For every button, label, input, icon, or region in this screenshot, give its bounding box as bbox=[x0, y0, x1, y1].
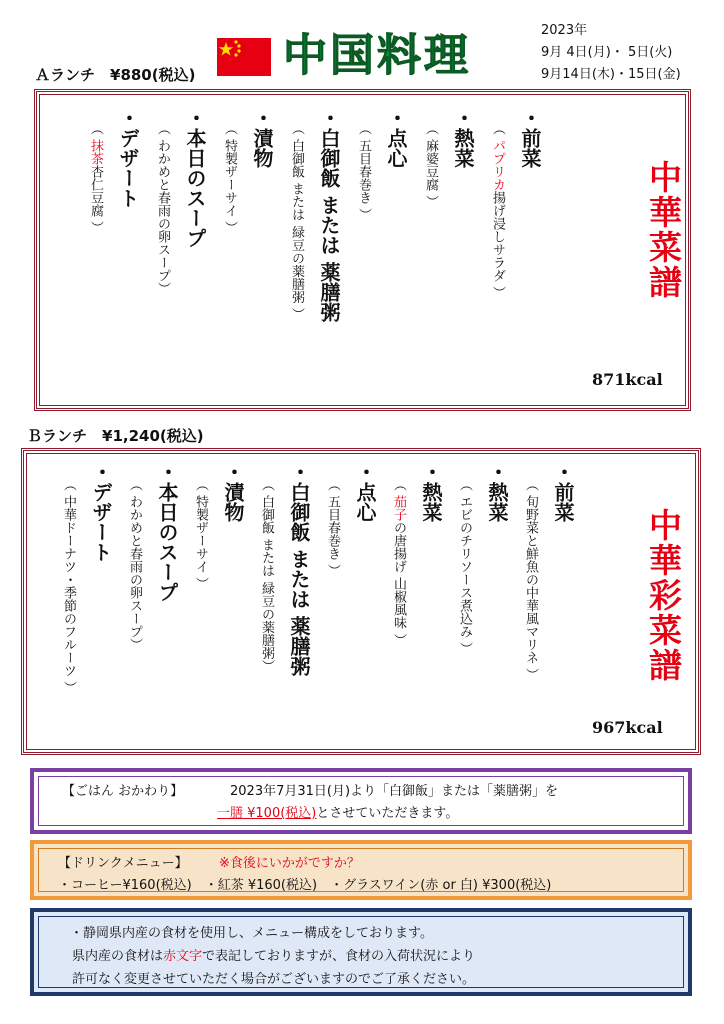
drink-menu-recommend: ※食後にいかがですか？ bbox=[219, 856, 360, 871]
rice-refill-notice bbox=[30, 768, 692, 834]
lunch-b-item-name: ・デザート bbox=[89, 462, 113, 562]
lunch-a-item-name: ・本日のスープ bbox=[183, 108, 207, 248]
lunch-b-item-name: ・漬物 bbox=[221, 462, 245, 522]
lunch-b-item-name: ・点心 bbox=[353, 462, 377, 522]
rice-refill-heading: 【ごはん おかわり】 bbox=[62, 784, 184, 799]
drink-menu-heading: 【ドリンクメニュー】 bbox=[58, 856, 188, 871]
drink-menu-items: ・コーヒー¥160(税込) ・紅茶 ¥160(税込) ・グラスワイン(赤 or 白) ¥300(税込) bbox=[58, 878, 552, 893]
lunch-b-item-name: ・本日のスープ bbox=[155, 462, 179, 602]
lunch-a-item-description: （ わかめと春雨の卵スープ） bbox=[155, 122, 170, 296]
lunch-b-item-description: （ 特製ザーサイ ） bbox=[193, 478, 208, 591]
lunch-b-item-description: （ 五目春巻き ） bbox=[325, 478, 340, 578]
lunch-a-item-name: ・デザート bbox=[116, 108, 140, 208]
lunch-b-item-name: ・前菜 bbox=[551, 462, 575, 522]
lunch-a-item-name: ・点心 bbox=[384, 108, 408, 168]
lunch-a-item-description: （ 白御飯 または 緑豆の薬膳粥 ） bbox=[289, 122, 304, 321]
page-title: 中国料理 bbox=[283, 30, 471, 81]
lunch-b-menu-name: 中華彩菜譜 bbox=[644, 508, 683, 683]
lunch-a-item-name: ・漬物 bbox=[250, 108, 274, 168]
lunch-b-kcal: 967kcal bbox=[592, 718, 663, 737]
lunch-b-item-description: （ 茄子の唐揚げ 山椒風味 ） bbox=[391, 478, 406, 647]
lunch-b-item-description: （ 旬野菜と鮮魚の中華風マリネ ） bbox=[523, 478, 538, 682]
event-dates: 2023年 9月 4日(月)・ 5日(火) 9月14日(木)・15日(金) bbox=[541, 23, 681, 82]
lunch-a-item-description: （ 特製ザーサイ ） bbox=[222, 122, 237, 235]
lunch-a-label: Ａランチ ¥880(税込) bbox=[35, 66, 196, 84]
lunch-b-label: Ｂランチ ¥1,240(税込) bbox=[27, 427, 204, 445]
lunch-b-item-name: ・熱菜 bbox=[485, 462, 509, 522]
lunch-b-item-description: （ わかめと春雨の卵スープ） bbox=[127, 478, 142, 652]
ingredient-info-notice bbox=[30, 908, 692, 996]
info-line2: 県内産の食材は赤文字で表記しておりますが、食材の入荷状況により bbox=[72, 949, 476, 964]
lunch-b-item-name: ・白御飯 または 薬膳粥 bbox=[287, 462, 311, 676]
lunch-b-item-name: ・熱菜 bbox=[419, 462, 443, 522]
lunch-a-item-name: ・前菜 bbox=[518, 108, 542, 168]
lunch-b-item-description: （ エビのチリソース煮込み ） bbox=[457, 478, 472, 656]
rice-refill-line1: 2023年7月31日(月)より「白御飯」または「薬膳粥」を bbox=[230, 784, 559, 799]
info-line1: ・静岡県内産の食材を使用し、メニュー構成をしております。 bbox=[70, 926, 433, 941]
rice-refill-price: 一膳 ¥100(税込) bbox=[217, 806, 317, 821]
china-flag-icon bbox=[217, 38, 271, 76]
drink-menu-notice bbox=[30, 840, 692, 900]
lunch-a-item-description: （ 抹茶杏仁豆腐 ） bbox=[88, 122, 103, 235]
lunch-a-kcal: 871kcal bbox=[592, 370, 663, 389]
rice-refill-line2: とさせていただきます。 bbox=[316, 806, 459, 821]
lunch-b-item-description: （ 白御飯 または 緑豆の薬膳粥） bbox=[259, 478, 274, 673]
lunch-a-item-description: （ パプリカ揚げ浸しサラダ ） bbox=[490, 122, 505, 300]
lunch-a-item-description: （ 麻婆豆腐 ） bbox=[423, 122, 438, 209]
lunch-a-menu-name: 中華菜譜 bbox=[644, 160, 683, 300]
info-line3: 許可なく変更させていただく場合がございますのでご了承ください。 bbox=[72, 972, 476, 987]
lunch-a-item-description: （ 五目春巻き ） bbox=[356, 122, 371, 222]
lunch-b-item-description: （ 中華ドーナツ・季節のフルーツ ） bbox=[61, 478, 76, 695]
lunch-a-item-name: ・白御飯 または 薬膳粥 bbox=[317, 108, 341, 322]
lunch-a-item-name: ・熱菜 bbox=[451, 108, 475, 168]
